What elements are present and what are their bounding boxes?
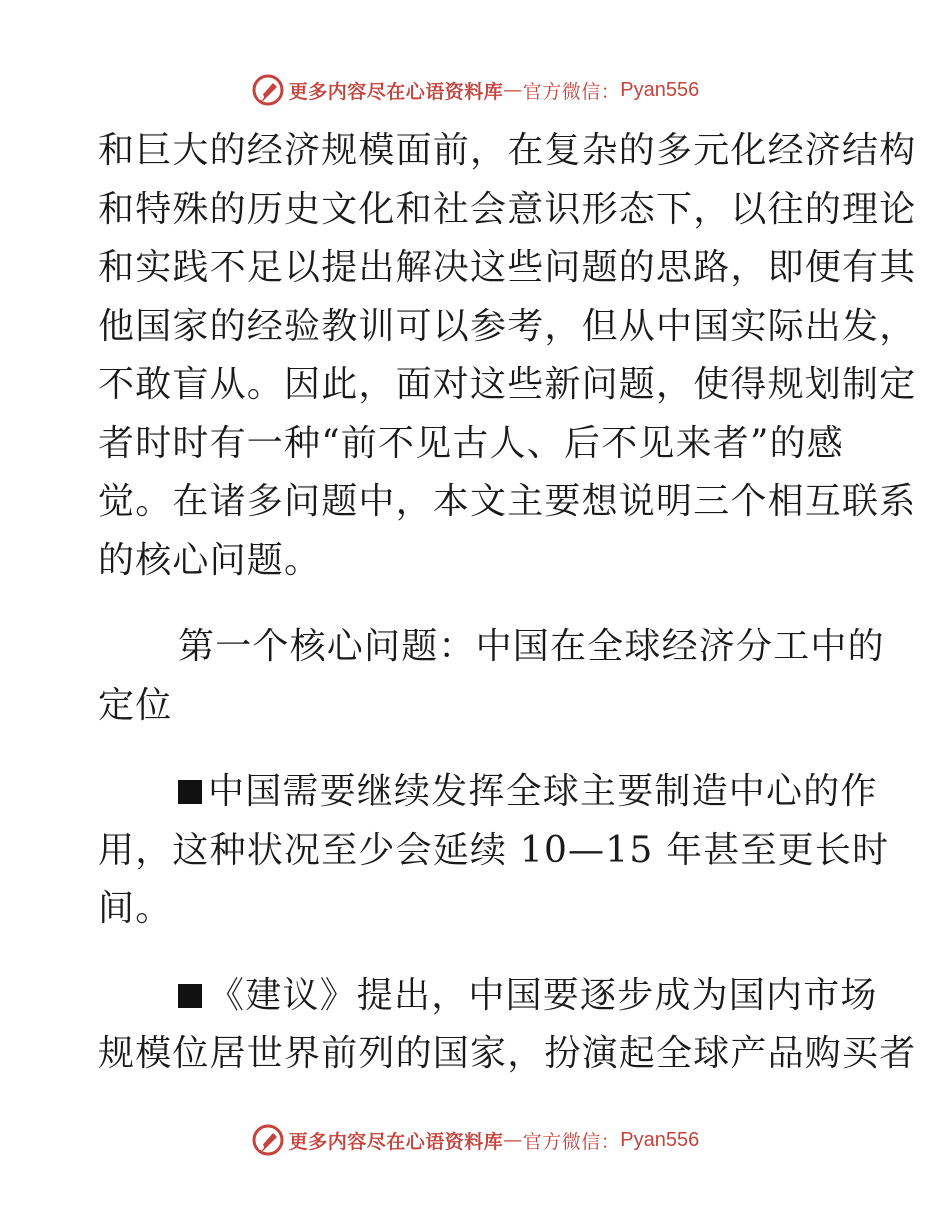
bullet-paragraph-2 — [98, 967, 917, 1084]
pen-logo-icon — [251, 1123, 285, 1157]
text-line: 的核心问题。 — [98, 539, 322, 581]
watermark-main: 更多内容尽在心语资料库 — [288, 1130, 504, 1153]
watermark-sep: — — [503, 1129, 523, 1151]
section-heading — [98, 618, 885, 735]
header-watermark — [0, 70, 950, 110]
text-line: 者时时有一种“前不见古人、后不见来者”的感 — [98, 422, 845, 464]
watermark-sub: 官方微信： — [522, 1130, 621, 1153]
watermark-id: Pyan556 — [620, 1128, 700, 1151]
text-line: 规模位居世界前列的国家，扮演起全球产品购买者 — [98, 1033, 917, 1074]
paragraph-1 — [98, 122, 917, 590]
text-line: 《建议》提出，中国要逐步成为国内市场 — [208, 974, 878, 1016]
text-line: 觉。在诸多问题中，本文主要想说明三个相互联系 — [98, 481, 917, 522]
text-line: 间。 — [98, 888, 173, 929]
pen-logo-icon — [251, 73, 285, 107]
text-line: 他国家的经验教训可以参考，但从中国实际出发， — [98, 305, 917, 347]
text-line: 中国需要继续发挥全球主要制造中心的作 — [208, 771, 878, 812]
text-line: 和特殊的历史文化和社会意识形态下，以往的理论 — [98, 188, 917, 230]
watermark-sub: 官方微信： — [522, 80, 621, 103]
square-bullet-icon — [178, 780, 202, 804]
bullet-paragraph-1 — [98, 763, 890, 939]
text-line: 和巨大的经济规模面前，在复杂的多元化经济结构 — [98, 130, 917, 171]
footer-watermark — [0, 1120, 950, 1160]
heading-line: 定位 — [98, 684, 173, 726]
document-body — [98, 122, 917, 1084]
watermark-sep: — — [503, 79, 523, 101]
heading-line: 第一个核心问题：中国在全球经济分工中的 — [178, 626, 885, 667]
text-line: 用，这种状况至少会延续 10—15 年甚至更长时 — [98, 829, 890, 871]
text-line: 和实践不足以提出解决这些问题的思路，即便有其 — [98, 247, 917, 288]
square-bullet-icon — [178, 984, 202, 1008]
watermark-id: Pyan556 — [620, 78, 700, 101]
watermark-main: 更多内容尽在心语资料库 — [288, 80, 504, 103]
text-line: 不敢盲从。因此，面对这些新问题，使得规划制定 — [98, 364, 917, 405]
